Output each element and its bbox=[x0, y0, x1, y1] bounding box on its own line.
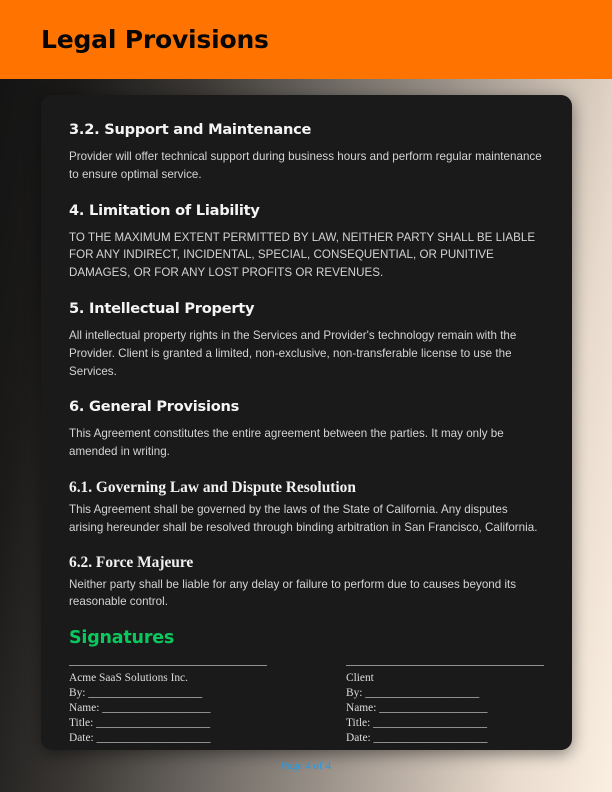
section-6-2 bbox=[69, 554, 544, 612]
signature-block-client bbox=[346, 665, 544, 746]
page-footer: Page 4 of 4 bbox=[281, 760, 331, 772]
section-body-6: This Agreement constitutes the entire agreement between the parties. It may only be amended in writing. bbox=[69, 427, 504, 459]
section-6 bbox=[69, 398, 544, 461]
signature-title-field[interactable]: Title: ____________________ bbox=[346, 717, 488, 730]
signature-date-field[interactable]: Date: ____________________ bbox=[69, 732, 211, 745]
content-card bbox=[41, 95, 572, 750]
signature-date-field[interactable]: Date: ____________________ bbox=[346, 732, 488, 745]
signature-block-provider bbox=[69, 665, 267, 746]
signature-by-field[interactable]: By: ____________________ bbox=[346, 687, 480, 700]
section-heading-6-2: 6.2. Force Majeure bbox=[69, 553, 194, 571]
section-6-1 bbox=[69, 479, 544, 537]
signature-party-name: Client bbox=[346, 672, 374, 685]
section-3-2 bbox=[69, 121, 544, 184]
signature-party-name: Acme SaaS Solutions Inc. bbox=[69, 672, 188, 685]
signature-blocks-row bbox=[69, 665, 544, 746]
content-card-inner bbox=[41, 95, 572, 746]
signature-rule bbox=[69, 665, 267, 666]
page-title: Legal Provisions bbox=[41, 25, 269, 54]
section-body-3-2: Provider will offer technical support during business hours and perform regular maintenance to ensure optimal service. bbox=[69, 150, 542, 181]
signature-title-field[interactable]: Title: ____________________ bbox=[69, 717, 211, 730]
section-heading-6: 6. General Provisions bbox=[69, 398, 240, 416]
signature-rule bbox=[346, 665, 544, 666]
section-4 bbox=[69, 202, 544, 282]
signature-by-field[interactable]: By: ____________________ bbox=[69, 687, 203, 700]
signatures-section bbox=[69, 628, 544, 746]
section-body-4: TO THE MAXIMUM EXTENT PERMITTED BY LAW, NEITHER PARTY SHALL BE LIABLE FOR ANY INDIRECT, INCIDENTAL, SPECIAL, CONSEQUENTIAL, OR PUNITIVE DAMAGES, OR FOR ANY LOST PROFITS OR REVENUES. bbox=[69, 230, 536, 280]
section-heading-4: 4. Limitation of Liability bbox=[69, 201, 260, 219]
section-heading-6-1: 6.1. Governing Law and Dispute Resolution bbox=[69, 478, 356, 496]
section-heading-5: 5. Intellectual Property bbox=[69, 299, 255, 317]
page-header-band bbox=[0, 0, 612, 79]
signature-name-field[interactable]: Name: ___________________ bbox=[69, 702, 211, 715]
section-body-6-2: Neither party shall be liable for any delay or failure to perform due to causes beyond its reasonable control. bbox=[69, 577, 517, 609]
signature-name-field[interactable]: Name: ___________________ bbox=[346, 702, 488, 715]
section-5 bbox=[69, 300, 544, 380]
section-body-5: All intellectual property rights in the Services and Provider's technology remain with the Provider. Client is granted a limited, non-exclusive, non-transferable license to use the Services. bbox=[69, 328, 517, 378]
section-body-6-1: This Agreement shall be governed by the laws of the State of California. Any disputes arising hereunder shall be resolved through binding arbitration in San Francisco, California. bbox=[69, 502, 538, 534]
section-heading-3-2: 3.2. Support and Maintenance bbox=[69, 121, 312, 138]
signatures-heading: Signatures bbox=[69, 628, 175, 649]
